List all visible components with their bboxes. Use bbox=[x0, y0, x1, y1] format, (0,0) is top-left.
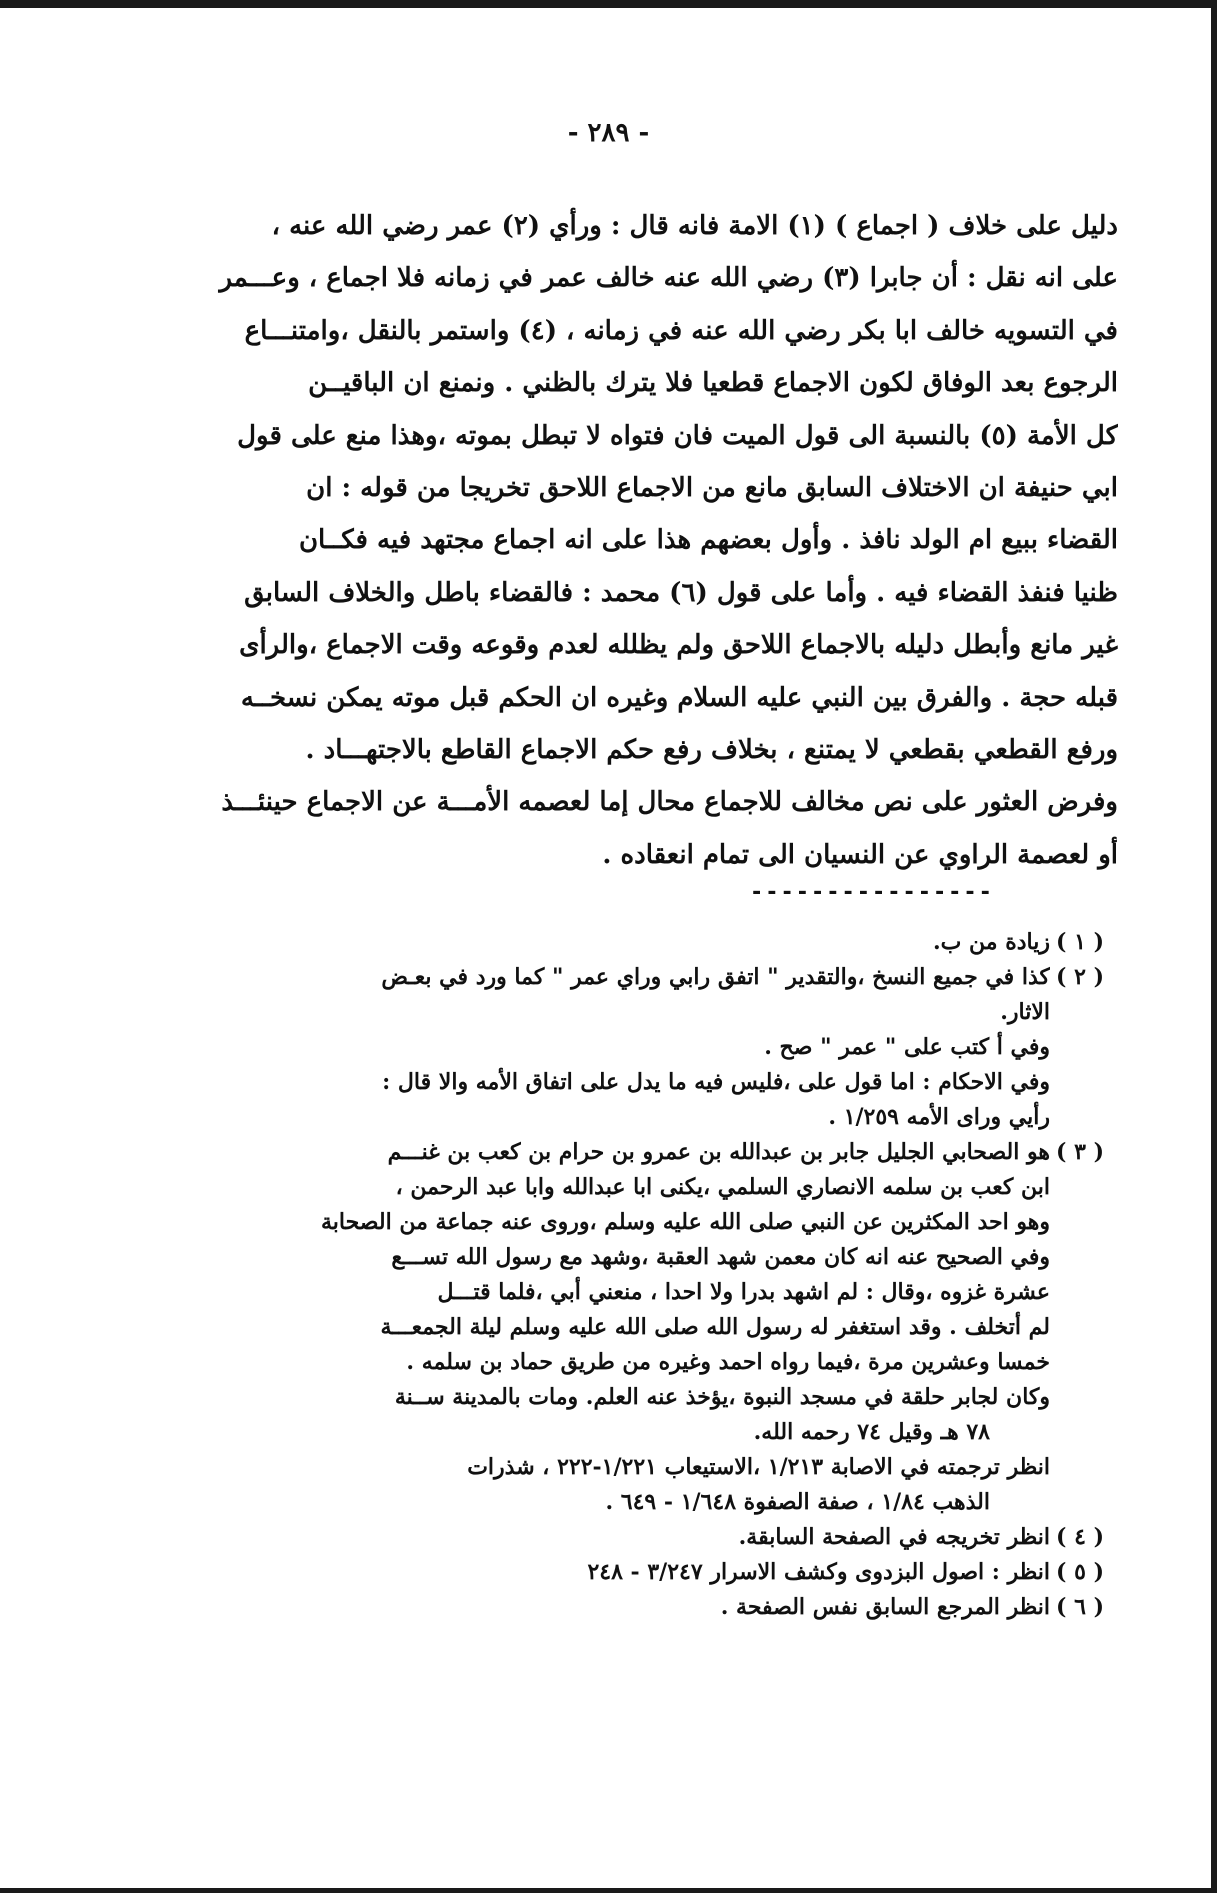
main-text-line: دليل على خلاف ( اجماع ) (١) الامة فانه قال : ورأي (٢) عمر رضي الله عنه ، bbox=[271, 211, 1118, 241]
footnote-number: ( ١ ) bbox=[1056, 929, 1104, 955]
footnote-number: ( ٣ ) bbox=[1056, 1139, 1104, 1165]
footnote-number: ( ٦ ) bbox=[1056, 1594, 1104, 1620]
footnote-line: وفي الاحكام : اما قول على ،فليس فيه ما يدل على اتفاق الأمه والا قال : bbox=[382, 1069, 1050, 1095]
main-text-line: ورفع القطعي بقطعي لا يمتنع ، بخلاف رفع حكم الاجماع القاطع بالاجتهـــاد . bbox=[305, 734, 1118, 765]
footnote-line: هو الصحابي الجليل جابر بن عبدالله بن عمرو بن حرام بن كعب بن غنـــم bbox=[387, 1139, 1050, 1165]
main-text-line: غير مانع وأبطل دليله بالاجماع اللاحق ولم يظلله لعدم وقوعه وقت الاجماع ،والرأى bbox=[239, 630, 1118, 661]
footnote-2 bbox=[150, 960, 1110, 1135]
footnote-line: ٧٨ هـ وقيل ٧٤ رحمه الله. bbox=[753, 1419, 990, 1445]
footnote-line: وفي الصحيح عنه انه كان معمن شهد العقبة ،وشهد مع رسول الله تســـع bbox=[391, 1244, 1050, 1270]
scan-border-right bbox=[1211, 0, 1217, 1893]
footnote-line: كذا في جميع النسخ ،والتقدير " اتفق رابي وراي عمر " كما ورد في بعـض bbox=[381, 964, 1050, 990]
footnote-5 bbox=[150, 1555, 1110, 1590]
footnote-line: رأيي وراى الأمه ١/٢٥٩ . bbox=[828, 1104, 1050, 1130]
footnote-body bbox=[150, 1555, 1050, 1590]
footnote-line: وفي أ كتب على " عمر " صح . bbox=[764, 1034, 1050, 1060]
main-text-line: في التسويه خالف ابا بكر رضي الله عنه في زمانه ، (٤) واستمر بالنقل ،وامتنـــاع bbox=[244, 315, 1118, 346]
main-text-line: ابي حنيفة ان الاختلاف السابق مانع من الاجماع اللاحق تخريجا من قوله : ان bbox=[306, 472, 1118, 503]
main-text-line: قبله حجة . والفرق بين النبي عليه السلام وغيره ان الحكم قبل موته يمكن نسخــه bbox=[240, 682, 1118, 713]
footnote-4 bbox=[150, 1520, 1110, 1555]
footnote-line: زيادة من ب. bbox=[933, 929, 1050, 955]
footnote-1 bbox=[150, 925, 1110, 960]
footnote-line: انظر المرجع السابق نفس الصفحة . bbox=[720, 1594, 1050, 1620]
footnote-line: الذهب ١/٨٤ ، صفة الصفوة ١/٦٤٨ - ٦٤٩ . bbox=[605, 1489, 990, 1515]
footnote-separator: ---------------- bbox=[750, 880, 994, 905]
main-text-line: على انه نقل : أن جابرا (٣) رضي الله عنه خالف عمر في زمانه فلا اجماع ، وعـــمر bbox=[219, 263, 1118, 294]
scan-border-bottom bbox=[0, 1888, 1217, 1893]
footnote-body bbox=[150, 1590, 1050, 1625]
footnote-number: ( ٤ ) bbox=[1056, 1524, 1104, 1550]
footnote-line: عشرة غزوه ،وقال : لم اشهد بدرا ولا احدا ، منعني أبي ،فلما قتـــل bbox=[437, 1279, 1050, 1305]
footnote-line: ابن كعب بن سلمه الانصاري السلمي ،يكنى ابا عبدالله وابا عبد الرحمن ، bbox=[395, 1174, 1050, 1200]
footnote-line: انظر تخريجه في الصفحة السابقة. bbox=[738, 1524, 1050, 1550]
footnote-number: ( ٥ ) bbox=[1056, 1559, 1104, 1585]
footnote-body bbox=[150, 1135, 1050, 1520]
scan-border-top bbox=[0, 0, 1217, 8]
footnote-line: وهو احد المكثرين عن النبي صلى الله عليه وسلم ،وروى عنه جماعة من الصحابة bbox=[320, 1209, 1050, 1235]
footnote-3 bbox=[150, 1135, 1110, 1520]
footnote-body bbox=[150, 925, 1050, 960]
main-text-line: وفرض العثور على نص مخالف للاجماع محال إما لعصمه الأمـــة عن الاجماع حينئـــذ bbox=[221, 787, 1118, 818]
footnote-number: ( ٢ ) bbox=[1056, 964, 1104, 990]
footnote-line: وكان لجابر حلقة في مسجد النبوة ،يؤخذ عنه العلم. ومات بالمدينة ســنة bbox=[394, 1384, 1050, 1410]
main-text-line: ظنيا فنفذ القضاء فيه . وأما على قول (٦) محمد : فالقضاء باطل والخلاف السابق bbox=[244, 577, 1118, 608]
footnote-6 bbox=[150, 1590, 1110, 1625]
main-text-line: القضاء ببيع ام الولد نافذ . وأول بعضهم هذا على انه اجماع مجتهد فيه فكــان bbox=[298, 525, 1118, 556]
footnotes-block bbox=[150, 925, 1110, 1625]
footnote-line: انظر : اصول البزدوى وكشف الاسرار ٣/٢٤٧ - ٢٤٨ bbox=[587, 1559, 1050, 1585]
footnote-line: انظر ترجمته في الاصابة ١/٢١٣ ،الاستيعاب ١/٢٢١-٢٢٢ ، شذرات bbox=[467, 1454, 1050, 1480]
page-number: - ٢٨٩ - bbox=[567, 118, 650, 148]
footnote-line: لم أتخلف . وقد استغفر له رسول الله صلى الله عليه وسلم ليلة الجمعـــة bbox=[380, 1314, 1050, 1340]
main-text-line: الرجوع بعد الوفاق لكون الاجماع قطعيا فلا يترك بالظني . ونمنع ان الباقيــن bbox=[308, 368, 1118, 399]
footnote-body bbox=[150, 1520, 1050, 1555]
main-text-block bbox=[158, 200, 1118, 881]
main-text-line: كل الأمة (٥) بالنسبة الى قول الميت فان فتواه لا تبطل بموته ،وهذا منع على قول bbox=[237, 420, 1118, 451]
main-text-line: أو لعصمة الراوي عن النسيان الى تمام انعقاده . bbox=[602, 839, 1118, 870]
footnote-body bbox=[150, 960, 1050, 1135]
footnote-line: خمسا وعشرين مرة ،فيما رواه احمد وغيره من طريق حماد بن سلمه . bbox=[406, 1349, 1050, 1375]
footnote-line: الاثار. bbox=[1000, 999, 1050, 1025]
